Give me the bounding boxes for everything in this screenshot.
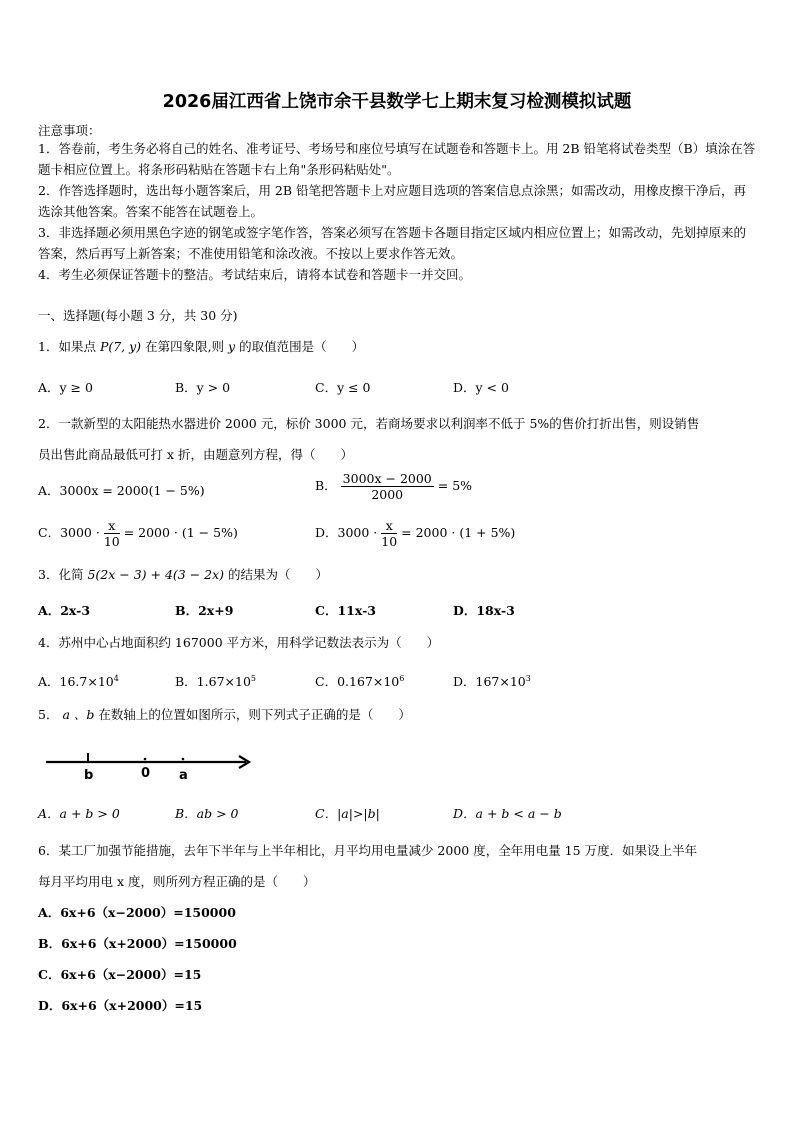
q2-option-d[interactable] [315, 518, 515, 549]
q3-prefix: 3．化简 [38, 567, 84, 582]
q1-option-a[interactable]: A．y ≥ 0 [38, 380, 93, 395]
q3-option-b[interactable]: B．2x+9 [175, 603, 234, 618]
page-title: 2026届江西省上饶市余干县数学七上期末复习检测模拟试题 [162, 92, 632, 112]
q1-option-d[interactable]: D．y < 0 [453, 380, 509, 395]
q2-option-b[interactable] [315, 471, 472, 502]
number-line-figure [46, 748, 256, 788]
q6-option-a[interactable]: A．6x+6（x−2000）=150000 [38, 905, 236, 920]
q2-options-row-2 [38, 518, 756, 549]
q3-option-c[interactable]: C．11x-3 [315, 603, 376, 618]
q4-options [38, 667, 756, 691]
q5-suffix: 在数轴上的位置如图所示，则下列式子正确的是（ ） [98, 707, 411, 722]
q3-suffix: 的结果为（ ） [228, 567, 329, 582]
q4-option-b-exponent: 5 [250, 674, 256, 683]
question-2-line-1: 2．一款新型的太阳能热水器进价 2000 元，标价 3000 元，若商场要求以利润率不低于 5%的售价打折出售，则设销售 [38, 416, 700, 431]
fraction-numerator: x [104, 518, 120, 534]
question-1 [38, 336, 756, 357]
label-zero: 0 [141, 766, 151, 781]
tick-zero [144, 758, 147, 761]
q1-options [38, 376, 756, 400]
q2-option-c-rhs: = 2000 · (1 − 5%) [123, 525, 238, 540]
q3-option-a[interactable]: A．2x-3 [38, 603, 91, 618]
q1-option-b[interactable]: B．y > 0 [175, 380, 231, 395]
q4-option-b-base: B．1.67×10 [175, 674, 251, 690]
q5-prefix: 5． [38, 707, 59, 722]
q2-option-b-rhs: = 5% [437, 478, 473, 493]
q2-option-d-fraction [381, 518, 397, 549]
q4-option-c-exponent: 6 [399, 674, 405, 683]
q3-options [38, 599, 756, 623]
q2-option-d-label: D．3000 · [315, 525, 378, 540]
label-b: b [84, 768, 94, 783]
tick-a [182, 758, 185, 761]
note-item-1: 1．答卷前，考生务必将自己的姓名、准考证号、考场号和座位号填写在试题卷和答题卡上。用 2B 铅笔将试卷类型（B）填涂在答题卡相应位置上。将条形码粘贴在答题卡右上角"条形码粘贴处"。 [38, 141, 756, 177]
q2-option-d-rhs: = 2000 · (1 + 5%) [401, 525, 516, 540]
note-item-2: 2．作答选择题时，选出每小题答案后，用 2B 铅笔把答题卡上对应题目选项的答案信息点涂黑；如需改动，用橡皮擦干净后，再选涂其他答案。答案不能答在试题卷上。 [38, 183, 747, 219]
q4-option-a-base: A．16.7×10 [38, 674, 114, 690]
question-3 [38, 564, 756, 585]
fraction-denominator: 10 [103, 534, 120, 549]
q4-option-d-exponent: 3 [525, 674, 531, 683]
q5-variables: a 、b [62, 707, 95, 722]
q4-option-d[interactable] [453, 667, 531, 694]
q4-option-c-base: C．0.167×10 [315, 674, 400, 690]
q6-option-b[interactable]: B．6x+6（x+2000）=150000 [38, 936, 237, 951]
q2-option-c-fraction [104, 518, 120, 549]
note-item-4: 4．考生必须保证答题卡的整洁。考试结束后，请将本试卷和答题卡一并交回。 [38, 267, 471, 282]
q5-options [38, 802, 756, 826]
q5-option-c[interactable]: C．|a|>|b| [315, 806, 380, 821]
fraction-denominator: 2000 [371, 487, 404, 502]
q2-option-b-label: B． [315, 478, 337, 493]
q5-option-a[interactable]: A．a + b > 0 [38, 806, 120, 821]
q5-option-d[interactable]: D．a + b < a − b [453, 806, 562, 821]
q1-variable: y [228, 339, 236, 354]
q6-option-c[interactable]: C．6x+6（x−2000）=15 [38, 967, 202, 982]
section-heading: 一、选择题(每小题 3 分，共 30 分) [38, 308, 238, 323]
question-6-line-2: 每月平均用电 x 度，则所列方程正确的是（ ） [38, 874, 316, 889]
fraction-denominator: 10 [381, 534, 398, 549]
q3-option-d[interactable]: D．18x-3 [453, 603, 515, 618]
q5-option-b[interactable]: B．ab > 0 [175, 806, 239, 821]
q2-option-b-fraction [341, 471, 434, 502]
q6-option-d[interactable]: D．6x+6（x+2000）=15 [38, 998, 203, 1013]
label-a: a [179, 768, 188, 783]
q3-expression: 5(2x − 3) + 4(3 − 2x) [87, 567, 225, 582]
question-4: 4．苏州中心占地面积约 167000 平方米，用科学记数法表示为（ ） [38, 635, 440, 650]
q1-prefix: 1．如果点 [38, 339, 96, 354]
question-5 [38, 704, 756, 725]
q4-option-a-exponent: 4 [113, 674, 119, 683]
question-6-line-1: 6．某工厂加强节能措施，去年下半年与上半年相比，月平均用电量减少 2000 度，全年用电量 15 万度．如果设上半年 [38, 843, 698, 858]
q4-option-d-base: D．167×10 [453, 674, 526, 690]
q2-options-row-1 [38, 471, 756, 503]
question-2-line-2: 员出售此商品最低可打 x 折，由题意列方程，得（ ） [38, 447, 353, 462]
q1-option-c[interactable]: C．y ≤ 0 [315, 380, 371, 395]
q4-option-c[interactable] [315, 667, 404, 694]
fraction-numerator: x [381, 518, 397, 534]
q2-option-c[interactable] [38, 518, 238, 549]
q4-option-a[interactable] [38, 667, 119, 694]
fraction-numerator: 3000x − 2000 [342, 471, 432, 486]
q4-option-b[interactable] [175, 667, 256, 694]
q1-middle: 在第四象限,则 [145, 339, 225, 354]
q2-option-c-label: C．3000 · [38, 525, 100, 540]
notes-heading: 注意事项： [38, 123, 101, 138]
note-item-3: 3．非选择题必须用黑色字迹的钢笔或签字笔作答，答案必须写在答题卡各题目指定区域内相应位置上；如需改动，先划掉原来的答案，然后再写上新答案；不准使用铅笔和涂改液。不按以上要求作答无效。 [38, 225, 746, 261]
q2-option-a[interactable]: A．3000x = 2000(1 − 5%) [38, 483, 205, 498]
q1-suffix: 的取值范围是（ ） [239, 339, 365, 354]
q1-point: P(7, y) [99, 339, 142, 354]
